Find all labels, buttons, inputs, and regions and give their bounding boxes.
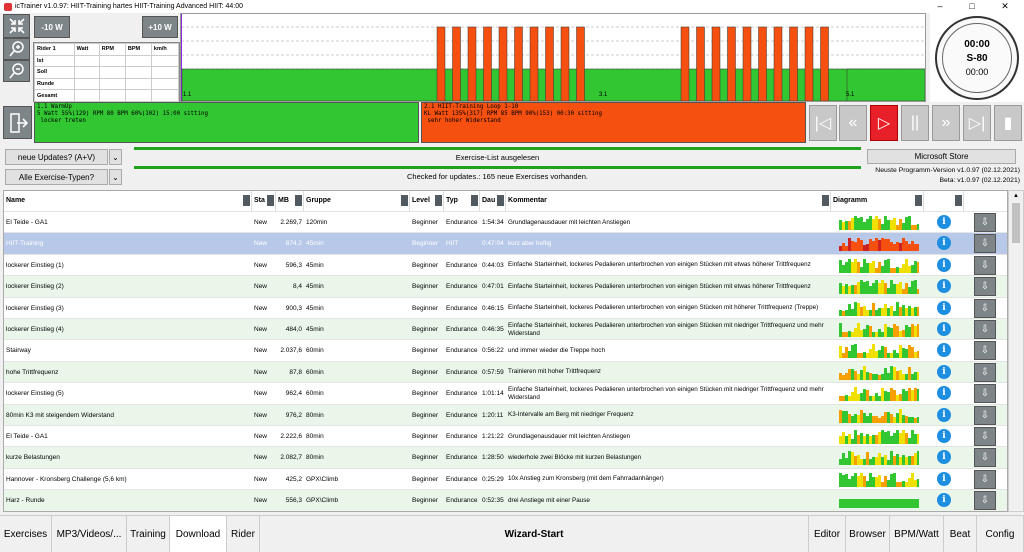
cell-mb: 8,4 — [292, 283, 302, 291]
cell-kommentar: Grundlagenausdauer mit leichten Anstiegen — [508, 432, 631, 440]
cell-kommentar: Einfache Starteinheit, lockeres Pedalieren unterbrochen von einigen Stücken mit niedriger Trittfrequenz und mehr Widerstand — [508, 321, 824, 337]
download-icon[interactable]: ⇩ — [974, 341, 996, 360]
cell-kommentar: K3-Intervalle am Berg mit niedriger Frequenz — [508, 411, 634, 419]
header-label: Typ — [446, 197, 458, 204]
cell-name: lockerer Einstieg (2) — [6, 283, 64, 291]
cell-name: lockerer Einstieg (3) — [6, 304, 64, 312]
zoom-in-icon[interactable] — [3, 38, 30, 60]
rewind-icon[interactable]: « — [839, 105, 867, 141]
header-label: Gruppe — [306, 197, 331, 204]
profile-interval-bar — [530, 27, 538, 101]
step-note: locker treten — [37, 118, 86, 124]
column-filter-icon[interactable] — [955, 195, 962, 206]
table-row[interactable] — [4, 361, 1008, 382]
tab-exercises[interactable]: Exercises — [0, 516, 52, 552]
cell-kommentar: drei Anstiege mit einer Pause — [508, 496, 590, 504]
info-icon[interactable]: i — [937, 258, 951, 272]
remaining-time: 00:00 — [965, 67, 989, 77]
cell-dauer: 0:46:35 — [482, 326, 504, 333]
cell-mb: 976,2 — [285, 411, 302, 419]
status-list-text: Exercise-List ausgelesen — [455, 153, 540, 162]
table-row[interactable] — [4, 211, 1008, 232]
cell-name: Hannover - Kronsberg Challenge (5,6 km) — [6, 475, 127, 483]
cell-mb: 87,8 — [289, 368, 302, 376]
cell-status: New — [254, 240, 268, 248]
header-label: Name — [6, 197, 26, 204]
column-header-typ[interactable] — [444, 191, 480, 211]
next-step-box — [421, 102, 806, 143]
cell-status: New — [254, 497, 268, 505]
profile-interval-bar — [697, 27, 705, 101]
plus-10-watt-button[interactable]: +10 W — [142, 16, 178, 38]
cell-kommentar: und immer wieder die Treppe hoch — [508, 346, 605, 354]
stats-header: Rider 1 — [35, 44, 75, 56]
cell-typ: Endurance — [446, 433, 478, 440]
profile-interval-bar — [805, 27, 813, 101]
cell-typ: Endurance — [446, 497, 478, 505]
step-title: 2.1 HIIT-Training Loop 1-10 — [424, 104, 519, 110]
download-icon[interactable]: ⇩ — [974, 491, 996, 510]
cell-gruppe: 60min — [306, 368, 324, 376]
stats-header: km/h — [151, 44, 178, 56]
cell-gruppe: 45min — [306, 283, 324, 291]
column-filter-icon[interactable] — [243, 195, 250, 206]
download-icon[interactable]: ⇩ — [974, 213, 996, 232]
cell-level: Beginner — [412, 261, 439, 269]
info-icon[interactable]: i — [937, 450, 951, 464]
stats-row-label: Soll — [35, 67, 75, 79]
cell-kommentar: Grundlagenausdauer mit leichten Anstiegen — [508, 218, 631, 226]
workout-diagram-thumbnail — [839, 450, 919, 465]
wizard-start-button[interactable]: Wizard-Start — [504, 528, 564, 540]
cell-mb: 2.082,7 — [280, 454, 302, 462]
tab-beat[interactable]: Beat — [944, 516, 977, 552]
header-label: Level — [412, 197, 430, 204]
info-icon[interactable]: i — [937, 236, 951, 250]
info-icon[interactable]: i — [937, 408, 951, 422]
profile-marker: 3.1 — [599, 92, 608, 98]
tab-rider[interactable]: Rider — [227, 516, 260, 552]
cell-mb: 2.037,6 — [280, 347, 302, 355]
cell-kommentar: kurz aber heftig — [508, 239, 552, 247]
workout-diagram-thumbnail — [839, 258, 919, 273]
cell-dauer: 0:46:15 — [482, 304, 504, 312]
header-label: Dau — [482, 197, 496, 204]
cell-dauer: 1:54:34 — [482, 219, 504, 226]
column-header-status[interactable] — [252, 191, 276, 211]
timer-dial — [930, 13, 1024, 102]
cell-name: El Teide - GA1 — [6, 433, 48, 440]
table-row[interactable] — [4, 275, 1008, 296]
table-row[interactable] — [4, 489, 1008, 510]
profile-interval-bar — [561, 27, 569, 101]
cell-mb: 425,2 — [285, 475, 302, 483]
tab-editor[interactable]: Editor — [808, 516, 846, 552]
cell-mb: 484,0 — [285, 326, 302, 333]
header-label: Kommentar — [508, 197, 547, 204]
profile-interval-bar — [515, 27, 523, 101]
download-icon[interactable]: ⇩ — [974, 406, 996, 425]
cell-level: Beginner — [412, 475, 439, 483]
download-icon[interactable]: ⇩ — [974, 448, 996, 467]
column-filter-icon[interactable] — [471, 195, 478, 206]
minimize-button[interactable]: – — [937, 1, 943, 11]
workout-diagram-thumbnail — [839, 472, 919, 487]
workout-diagram-thumbnail — [839, 365, 919, 380]
column-filter-icon[interactable] — [915, 195, 922, 206]
table-row[interactable] — [4, 468, 1008, 489]
profile-interval-bar — [499, 27, 507, 101]
cell-typ: Endurance — [446, 261, 478, 269]
scroll-up-icon[interactable]: ▲ — [1013, 193, 1019, 199]
cell-typ: HIIT — [446, 240, 459, 248]
cell-dauer: 0:47:01 — [482, 283, 504, 291]
cell-typ: Endurance — [446, 283, 478, 291]
cell-gruppe: 45min — [306, 304, 324, 312]
header-label: MB — [278, 197, 289, 204]
microsoft-store-button[interactable]: Microsoft Store — [867, 149, 1016, 164]
stats-row-label: Gesamt — [35, 90, 75, 102]
beta-version-text: Beta: v1.0.97 (02.12.2021) — [939, 177, 1020, 184]
stats-header: BPM — [125, 44, 151, 56]
download-icon[interactable]: ⇩ — [974, 384, 996, 403]
profile-interval-bar — [774, 27, 782, 101]
profile-interval-bar — [484, 27, 492, 101]
info-icon[interactable]: i — [937, 322, 951, 336]
cell-status: New — [254, 475, 268, 483]
cell-dauer: 0:52:35 — [482, 497, 504, 505]
column-header-mb[interactable] — [276, 191, 304, 211]
stats-header: Watt — [74, 44, 99, 56]
table-row[interactable] — [4, 297, 1008, 318]
cell-mb: 874,2 — [285, 240, 302, 248]
profile-base-segment — [847, 69, 925, 101]
cell-status: New — [254, 433, 268, 440]
profile-interval-bar — [821, 27, 829, 101]
cell-name: lockerer Einstieg (4) — [6, 326, 64, 333]
exit-icon[interactable] — [3, 106, 32, 139]
program-label: S-80 — [966, 53, 988, 64]
workout-profile-chart — [180, 13, 926, 102]
profile-interval-bar — [437, 27, 445, 101]
table-row[interactable] — [4, 339, 1008, 360]
fast-forward-icon[interactable]: » — [932, 105, 960, 141]
info-icon[interactable]: i — [937, 343, 951, 357]
skip-to-end-icon[interactable]: ▷| — [963, 105, 991, 141]
cell-status: New — [254, 411, 268, 419]
title-bar — [0, 0, 1024, 13]
info-icon[interactable]: i — [937, 429, 951, 443]
progress-bar — [134, 147, 861, 150]
cell-typ: Endurance — [446, 390, 478, 398]
info-icon[interactable]: i — [937, 493, 951, 507]
cell-typ: Endurance — [446, 326, 478, 333]
cell-name: kurze Belastungen — [6, 454, 60, 462]
cell-typ: Endurance — [446, 368, 478, 376]
table-row[interactable] — [4, 318, 1008, 339]
cell-status: New — [254, 326, 268, 333]
cell-mb: 596,3 — [285, 261, 302, 269]
cell-name: Stairway — [6, 347, 31, 355]
step-title: 1.1 WarmUp — [37, 104, 72, 110]
cell-dauer: 0:44:03 — [482, 261, 504, 269]
cell-level: Beginner — [412, 240, 439, 248]
cell-dauer: 0:25:29 — [482, 475, 504, 483]
cell-name: HIIT-Training — [6, 240, 44, 248]
profile-marker: 1.1 — [183, 92, 192, 98]
workout-diagram-thumbnail — [839, 343, 919, 358]
cell-level: Beginner — [412, 304, 439, 312]
app-icon — [4, 3, 12, 11]
profile-interval-bar — [468, 27, 476, 101]
cell-level: Beginner — [412, 283, 439, 291]
cell-status: New — [254, 261, 268, 269]
column-filter-icon[interactable] — [295, 195, 302, 206]
workout-diagram-thumbnail — [839, 215, 919, 230]
timer-face — [942, 23, 1012, 93]
cell-dauer: 0:56:22 — [482, 347, 504, 355]
cell-dauer: 1:21:22 — [482, 433, 504, 440]
header-label: Diagramm — [833, 197, 868, 204]
profile-interval-bar — [681, 27, 689, 101]
workout-diagram-thumbnail — [839, 236, 919, 251]
step-detail: KL Watt 135%(317) RPM 85 BPM 90%(153) 00:30 sitting — [424, 111, 602, 117]
download-icon[interactable]: ⇩ — [974, 470, 996, 489]
cell-typ: Endurance — [446, 475, 478, 483]
column-header-info[interactable] — [924, 191, 964, 211]
cell-typ: Endurance — [446, 454, 478, 462]
vertical-scrollbar[interactable] — [1008, 190, 1024, 512]
column-filter-icon[interactable] — [401, 195, 408, 206]
info-icon[interactable]: i — [937, 215, 951, 229]
cell-name: Harz - Runde — [6, 497, 45, 505]
cell-mb: 962,4 — [285, 390, 302, 398]
download-icon[interactable]: ⇩ — [974, 277, 996, 296]
cell-status: New — [254, 347, 268, 355]
cell-kommentar: Einfache Starteinheit, lockeres Pedalieren unterbrochen von einigen Stücken mit höherer Trittfrequenz (Treppe) — [508, 304, 819, 312]
cell-mb: 556,3 — [285, 497, 302, 505]
cell-status: New — [254, 454, 268, 462]
profile-interval-bar — [546, 27, 554, 101]
step-detail: 5 Watt 55%(129) RPM 80 BPM 60%(102) 15:00 sitting — [37, 111, 209, 117]
table-row[interactable] — [4, 254, 1008, 275]
cell-gruppe: 120min — [306, 219, 328, 226]
skip-to-start-icon[interactable]: |◁ — [809, 105, 837, 141]
status-updates-text: Checked for updates.: 165 neue Exercises vorhanden. — [407, 172, 588, 181]
info-icon[interactable]: i — [937, 279, 951, 293]
cell-name: lockerer Einstieg (5) — [6, 390, 64, 398]
cell-level: Beginner — [412, 454, 439, 462]
column-header-dauer[interactable] — [480, 191, 506, 211]
collapse-icon[interactable] — [3, 14, 30, 38]
current-step-box — [34, 102, 419, 143]
cell-gruppe: GPX\Climb — [306, 475, 339, 483]
column-header-name[interactable] — [4, 191, 252, 211]
cell-dauer: 1:20:11 — [482, 411, 504, 419]
profile-interval-bar — [728, 27, 736, 101]
cell-typ: Endurance — [446, 347, 478, 355]
tab-browser[interactable]: Browser — [846, 516, 890, 552]
cell-mb: 2.269,7 — [280, 219, 302, 226]
workout-diagram-thumbnail — [839, 386, 919, 401]
column-header-diagramm[interactable] — [831, 191, 924, 211]
chevron-down-icon[interactable]: ⌄ — [109, 149, 122, 165]
minus-10-watt-button[interactable]: -10 W — [34, 16, 70, 38]
cell-kommentar: Einfache Starteinheit, lockeres Pedalieren unterbrochen von einigen Stücken mit niedriger Trittfrequenz und mehr Widerstand — [508, 385, 824, 401]
step-note: sehr hoher Widerstand — [424, 118, 501, 124]
cell-name: lockerer Einstieg (1) — [6, 261, 64, 269]
cell-typ: Endurance — [446, 411, 478, 419]
cell-name: hohe Trittfrequenz — [6, 368, 59, 376]
cell-kommentar: Einfache Starteinheit, lockeres Pedalieren unterbrochen von einigen Stücken mit etwas höherer Trittfrequenz — [508, 261, 811, 269]
bottom-toolbar — [0, 515, 1024, 551]
cell-gruppe: 45min — [306, 240, 324, 248]
cell-gruppe: 60min — [306, 390, 324, 398]
download-icon[interactable]: ⇩ — [974, 299, 996, 318]
download-icon[interactable]: ⇩ — [974, 427, 996, 446]
stats-header: RPM — [99, 44, 125, 56]
table-row[interactable] — [4, 404, 1008, 425]
chevron-down-icon[interactable]: ⌄ — [109, 169, 122, 185]
stats-row-label: Runde — [35, 78, 75, 90]
rider-stats-table — [33, 42, 180, 102]
cell-kommentar: Trainieren mit hoher Trittfrequenz — [508, 368, 601, 376]
cell-dauer: 0:47:04 — [482, 240, 504, 248]
cell-kommentar: Einfache Starteinheit, lockeres Pedalieren unterbrochen von einigen Stücken mit etwas höherer Trittfrequenz — [508, 282, 811, 290]
cell-status: New — [254, 304, 268, 312]
column-filter-icon[interactable] — [497, 195, 504, 206]
cell-gruppe: 45min — [306, 326, 324, 333]
cell-dauer: 1:28:50 — [482, 454, 504, 462]
column-header-level[interactable] — [410, 191, 444, 211]
profile-interval-bar — [743, 27, 751, 101]
cell-status: New — [254, 390, 268, 398]
table-row[interactable] — [4, 446, 1008, 467]
profile-interval-bar — [577, 27, 585, 101]
workout-diagram-thumbnail — [839, 322, 919, 337]
close-button[interactable]: ✕ — [1001, 1, 1009, 11]
cell-typ: Endurance — [446, 304, 478, 312]
column-header-gruppe[interactable] — [304, 191, 410, 211]
profile-interval-bar — [453, 27, 461, 101]
table-row[interactable] — [4, 232, 1008, 253]
cell-level: Beginner — [412, 326, 439, 333]
latest-version-text: Neuste Programm-Version v1.0.97 (02.12.2021) — [875, 167, 1020, 174]
table-row[interactable] — [4, 425, 1008, 446]
header-label: Sta — [254, 197, 265, 204]
cell-level: Beginner — [412, 497, 439, 505]
cell-dauer: 0:57:59 — [482, 368, 504, 376]
cell-level: Beginner — [412, 433, 439, 440]
info-icon[interactable]: i — [937, 365, 951, 379]
stats-row-label: Ist — [35, 55, 75, 67]
column-header-kommentar[interactable] — [506, 191, 831, 211]
cell-gruppe: 60min — [306, 347, 324, 355]
tab-training[interactable]: Training — [127, 516, 170, 552]
cell-name: 80min K3 mit steigendem Widerstand — [6, 411, 115, 419]
info-icon[interactable]: i — [937, 301, 951, 315]
cell-level: Beginner — [412, 219, 439, 226]
exercise-type-filter[interactable]: Alle Exercise-Typen? — [5, 169, 108, 185]
workout-diagram-thumbnail — [839, 429, 919, 444]
cell-typ: Endurance — [446, 219, 478, 226]
tab-mp3-videos[interactable]: MP3/Videos/... — [52, 516, 127, 552]
tab-config[interactable]: Config — [977, 516, 1024, 552]
scrollbar-thumb[interactable] — [1012, 203, 1020, 243]
play-icon[interactable]: ▷ — [870, 105, 898, 141]
profile-marker: 5.1 — [846, 92, 855, 98]
download-icon[interactable]: ⇩ — [974, 320, 996, 339]
download-icon[interactable]: ⇩ — [974, 256, 996, 275]
workout-diagram-thumbnail — [839, 408, 919, 423]
zoom-out-icon[interactable] — [3, 60, 30, 82]
updates-dropdown-button[interactable]: neue Updates? (A+V) — [5, 149, 108, 165]
profile-interval-bar — [759, 27, 767, 101]
cell-status: New — [254, 368, 268, 376]
workout-diagram-thumbnail — [839, 279, 919, 294]
cell-kommentar: wiederhole zwei Blöcke mit kurzen Belastungen — [508, 453, 642, 461]
cell-status: New — [254, 219, 268, 226]
profile-interval-bar — [712, 27, 720, 101]
cell-gruppe: GPX\Climb — [306, 497, 339, 505]
column-filter-icon[interactable] — [435, 195, 442, 206]
cell-status: New — [254, 283, 268, 291]
column-filter-icon[interactable] — [267, 195, 274, 206]
progress-bar — [134, 166, 861, 169]
cell-gruppe: 80min — [306, 433, 324, 440]
info-icon[interactable]: i — [937, 386, 951, 400]
cell-gruppe: 80min — [306, 454, 324, 462]
table-row[interactable] — [4, 382, 1008, 403]
stop-icon[interactable]: ▮ — [994, 105, 1022, 141]
cell-mb: 2.222,6 — [280, 433, 302, 440]
tab-bpm-watt[interactable]: BPM/Watt — [890, 516, 944, 552]
info-icon[interactable]: i — [937, 472, 951, 486]
cell-level: Beginner — [412, 411, 439, 419]
workout-diagram-thumbnail — [839, 301, 919, 316]
cell-level: Beginner — [412, 347, 439, 355]
column-filter-icon[interactable] — [822, 195, 829, 206]
download-icon[interactable]: ⇩ — [974, 234, 996, 253]
exercise-table — [3, 190, 1008, 512]
elapsed-time: 00:00 — [964, 39, 990, 50]
cell-gruppe: 80min — [306, 411, 324, 419]
profile-interval-bar — [790, 27, 798, 101]
maximize-button[interactable]: □ — [969, 1, 975, 11]
cell-level: Beginner — [412, 390, 439, 398]
download-icon[interactable]: ⇩ — [974, 363, 996, 382]
cell-gruppe: 45min — [306, 261, 324, 269]
cell-name: El Teide - GA1 — [6, 219, 48, 226]
cell-mb: 900,3 — [285, 304, 302, 312]
cell-dauer: 1:01:14 — [482, 390, 504, 398]
window-title: icTrainer v1.0.97: HIIT-Training hartes HIIT-Training Advanced HIIT: 44:00 — [15, 3, 243, 10]
workout-diagram-thumbnail — [839, 493, 919, 508]
cell-kommentar: 10x Anstieg zum Kronsberg (mit dem Fahrradanhänger) — [508, 475, 664, 483]
cell-level: Beginner — [412, 368, 439, 376]
pause-icon[interactable]: || — [901, 105, 929, 141]
tab-download[interactable]: Download — [170, 516, 227, 552]
